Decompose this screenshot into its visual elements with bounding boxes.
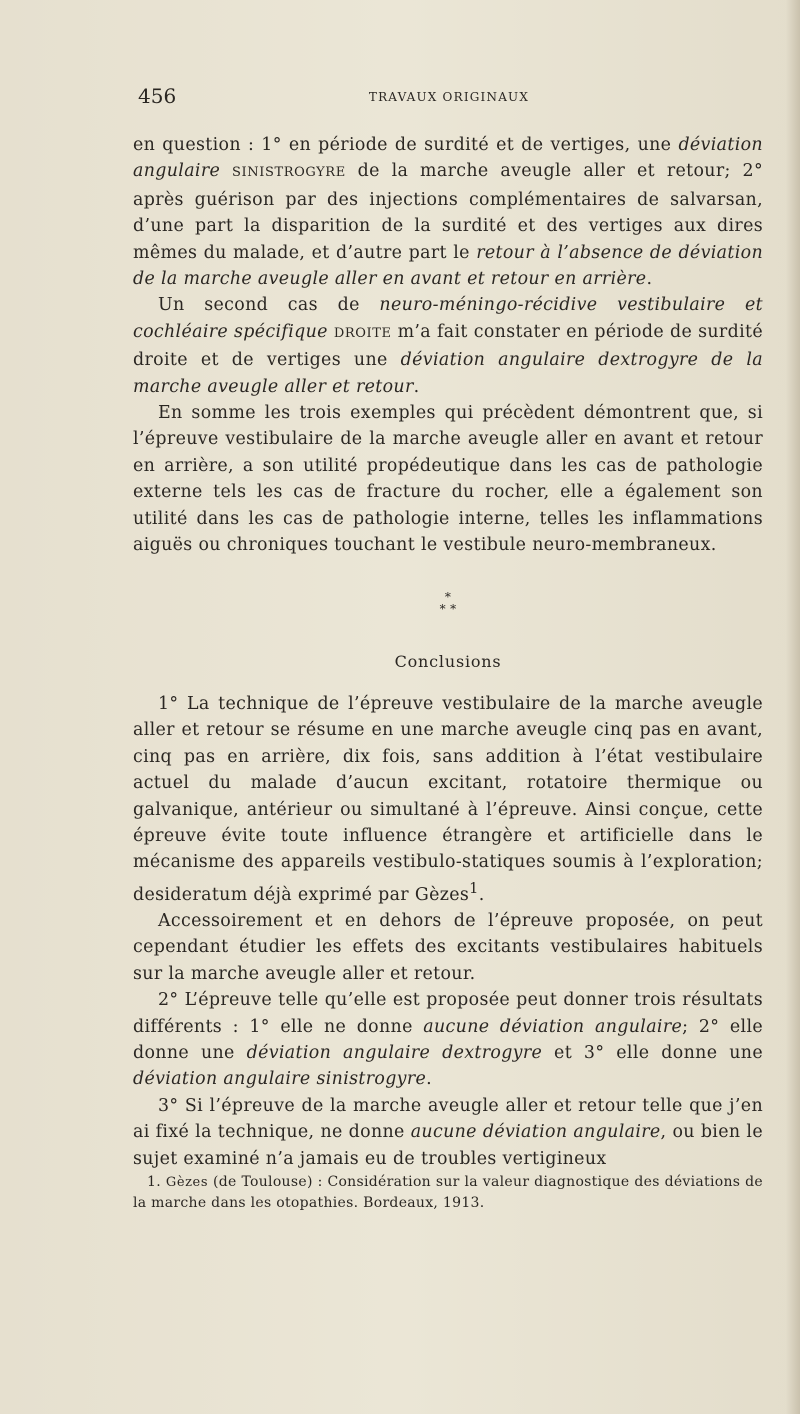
running-head: TRAVAUX ORIGINAUX bbox=[368, 90, 530, 104]
section-heading-conclusions: Conclusions bbox=[394, 651, 502, 671]
small-caps: SINISTROGYRE bbox=[232, 165, 346, 181]
conclusion-1: 1° La technique de l’épreuve vestibulaire de la marche aveugle aller et retour se résume en une marche aveugle cinq pas en avant, cinq pas en arrière, dix fois, sans addition à l’état vestibulaire actuel du malade d’aucun excitant, rotatoire thermique ou galvanique, antérieur ou simultané à l’épreuve. Ainsi conçue, cette épreuve évite toute influence étrangère et artificielle dans le mécanisme des appareils vestibulo-statiques soumis à l’exploration; desideratum déjà exprimé par Gèzes$^1$. bbox=[133, 693, 763, 905]
conclusion-3: 3° Si l’épreuve de la marche aveugle aller et retour telle que j’en ai fixé la technique, ne donne aucune déviation angulaire, ou bien le sujet examiné n’a jamais eu de troubles vertigineux bbox=[133, 1095, 763, 1169]
page-header bbox=[138, 84, 760, 114]
footnote-author: Gèzes bbox=[165, 1175, 209, 1191]
paragraph-continuation: en question : 1° en période de surdité et de vertiges, une déviation angulaire SINISTROGYRE de la marche aveugle aller et retour; 2° après guérison par des injections complémentaires de salvarsan, d’une part la disparition de la surdité et des vertiges aux dires mêmes du malade, et d’autre part le retour à l’absence de déviation de la marche aveugle aller en avant et retour en arrière. bbox=[133, 135, 763, 290]
emphasis: déviation angulaire sinistrogyre bbox=[133, 1069, 427, 1090]
emphasis: déviation angulaire dextrogyre bbox=[246, 1042, 543, 1063]
emphasis: retour à l’absence de déviation de la marche aveugle aller en avant et retour en arrière bbox=[133, 242, 763, 290]
conclusion-accessory: Accessoirement et en dehors de l’épreuve proposée, on peut cependant étudier les effets des excitants vestibulaires habituels sur la marche aveugle aller et retour. bbox=[133, 910, 763, 984]
paragraph-summary: En somme les trois exemples qui précèdent démontrent que, si l’épreuve vestibulaire de la marche aveugle aller en avant et retour en arrière, a son utilité propédeutique dans les cas de pathologie externe tels les cas de fracture du rocher, elle a également son utilité dans les cas de pathologie interne, telles les inflammations aiguës ou chroniques touchant le vestibule neuro-membraneux. bbox=[133, 403, 763, 556]
footnote: 1. Gèzes (de Toulouse) : Considération sur la valeur diagnostique des déviations de la marche dans les otopathies. Bordeaux, 1913. bbox=[133, 1174, 763, 1212]
emphasis: déviation angulaire dextrogyre de la marche aveugle aller et retour bbox=[133, 350, 763, 397]
emphasis: aucune déviation angulaire bbox=[410, 1122, 661, 1143]
body-text bbox=[133, 132, 763, 1214]
page-number: 456 bbox=[138, 84, 177, 108]
page-edge-shadow bbox=[786, 0, 800, 1414]
small-caps: DROITE bbox=[333, 325, 392, 341]
conclusion-2: 2° L’épreuve telle qu’elle est proposée peut donner trois résultats différents : 1° elle ne donne aucune déviation angulaire; 2° elle donne une déviation angulaire dextrogyre et 3° elle donne une déviation angulaire sinistrogyre. bbox=[133, 990, 763, 1090]
emphasis: aucune déviation angulaire bbox=[423, 1016, 683, 1037]
asterism bbox=[133, 591, 763, 615]
asterism-bottom: * * bbox=[439, 601, 457, 616]
emphasis: déviation angulaire bbox=[133, 135, 763, 182]
paragraph-second-case: Un second cas de neuro-méningo-récidive vestibulaire et cochléaire spécifique DROITE m’a fait constater en période de surdité droite et de vertiges une déviation angulaire dextrogyre de la marche aveugle aller et retour. bbox=[133, 295, 763, 397]
footnote-marker: 1 bbox=[469, 880, 479, 897]
emphasis: neuro-méningo-récidive vestibulaire et cochléaire spécifique bbox=[133, 295, 763, 342]
asterism-top: * bbox=[444, 589, 452, 604]
